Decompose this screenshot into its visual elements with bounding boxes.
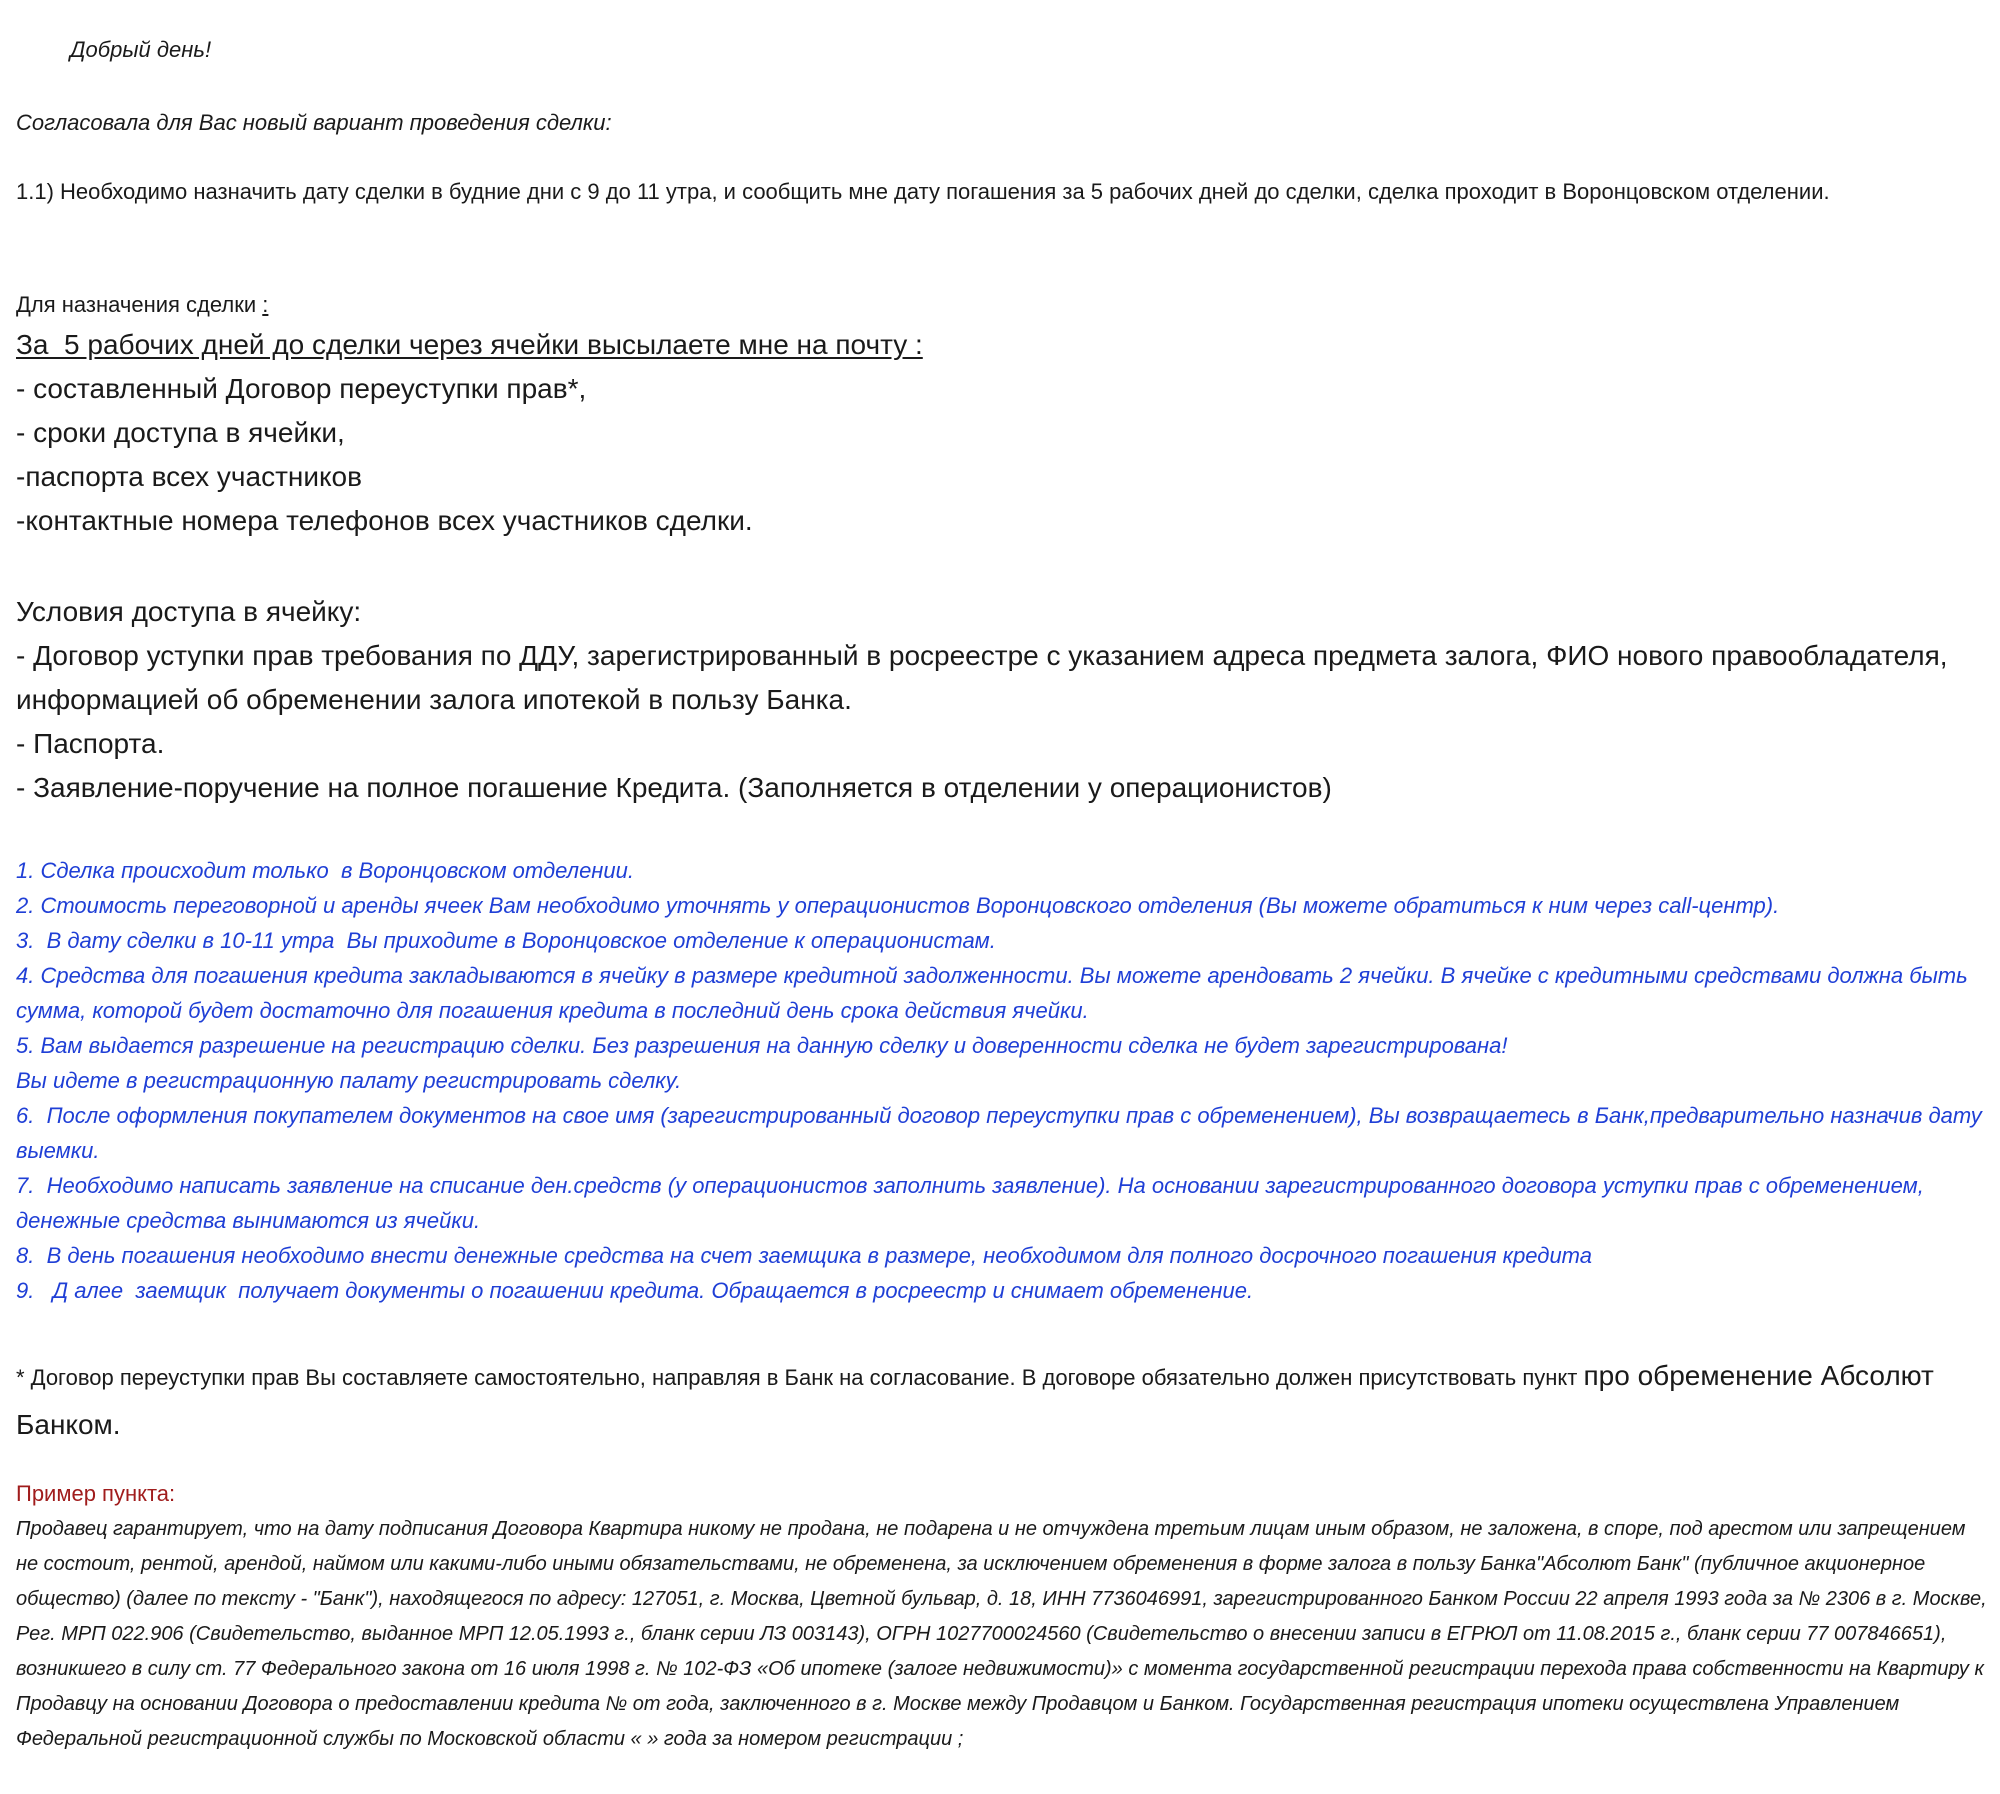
example-title: Пример пункта:: [16, 1481, 176, 1506]
step-item: 9. Д алее заемщик получает документы о погашении кредита. Обращается в росреестр и снимает обременение.: [16, 1278, 1254, 1303]
appointment-label-text: Для назначения сделки: [16, 292, 257, 317]
list-item: - Паспорта.: [16, 728, 165, 759]
list-item: - составленный Договор переуступки прав*,: [16, 373, 587, 404]
example-text: Продавец гарантирует, что на дату подписания Договора Квартира никому не продана, не подарена и не отчуждена третьим лицам иным образом, не заложена, в споре, под арестом или запрещением не состоит, рентой, арендой, наймом или какими-либо иными обязательствами, не обременена, за исключением обременения в форме залога в пользу Банка"Абсолют Банк" (публичное акционерное общество) (далее по тексту - "Банк"), находящегося по адресу: 127051, г. Москва, Цветной бульвар, д. 18, ИНН 7736046991, зарегистрированного Банком России 22 апреля 1993 года за № 2306 в г. Москве, Рег. МРП 022.906 (Свидетельство, выданное МРП 12.05.1993 г., бланк серии ЛЗ 003143), ОГРН 1027700024560 (Свидетельство о внесении записи в ЕГРЮЛ от 11.08.2015 г., бланк серии 77 007846651), возникшего в силу ст. 77 Федерального закона от 16 июля 1998 г. № 102-ФЗ «Об ипотеке (залоге недвижимости)» с момента государственной регистрации перехода права собственности на Квартиру к Продавцу на основании Договора о предоставлении кредита № от года, заключенного в г. Москве между Продавцом и Банком. Государственная регистрация ипотеки осуществлена Управлением Федеральной регистрационной службы по Московской области « » года за номером регистрации ;: [16, 1518, 1987, 1750]
step-item: 1. Сделка происходит только в Воронцовском отделении.: [16, 858, 634, 883]
appointment-label-colon: :: [262, 292, 269, 317]
intro-text: Согласовала для Вас новый вариант проведения сделки:: [16, 110, 612, 135]
step-item: 3. В дату сделки в 10-11 утра Вы приходите в Воронцовское отделение к операционистам.: [16, 928, 996, 953]
step-item: 4. Средства для погашения кредита закладываются в ячейку в размере кредитной задолженности. Вы можете арендовать 2 ячейки. В ячейке с кредитными средствами должна быть сумма, которой будет достаточно для погашения кредита в последний день срока действия ячейки.: [16, 963, 1974, 1023]
greeting: Добрый день!: [70, 37, 212, 62]
deal-steps: [16, 853, 1992, 1308]
point-1-1: 1.1) Необходимо назначить дату сделки в будние дни с 9 до 11 утра, и сообщить мне дату погашения за 5 рабочих дней до сделки, сделка проходит в Воронцовском отделении.: [16, 179, 1830, 204]
step-item: 7. Необходимо написать заявление на списание ден.средств (у операционистов заполнить заявление). На основании зарегистрированного договора уступки прав с обременением, денежные средства вынимаются из ячейки.: [16, 1173, 1930, 1233]
list-item: - Договор уступки прав требования по ДДУ, зарегистрированный в росреестре с указанием адреса предмета залога, ФИО нового правообладателя, информацией об обременении залога ипотекой в пользу Банка.: [16, 640, 1956, 715]
list-item: -паспорта всех участников: [16, 461, 363, 492]
list-item: -контактные номера телефонов всех участников сделки.: [16, 505, 753, 536]
access-conditions-title: Условия доступа в ячейку:: [16, 596, 362, 627]
step-item: 8. В день погашения необходимо внести денежные средства на счет заемщика в размере, необходимом для полного досрочного погашения кредита: [16, 1243, 1592, 1268]
list-item: - сроки доступа в ячейки,: [16, 417, 345, 448]
step-item: 2. Стоимость переговорной и аренды ячеек Вам необходимо уточнять у операционистов Воронцовского отделения (Вы можете обратиться к ним через call-центр).: [16, 893, 1780, 918]
send-documents-list: [16, 323, 1992, 543]
step-item: Вы идете в регистрационную палату регистрировать сделку.: [16, 1068, 682, 1093]
footnote-text: * Договор переуступки прав Вы составляете самостоятельно, направляя в Банк на согласование. В договоре обязательно должен присутствовать пункт: [16, 1365, 1584, 1390]
appointment-label: [16, 287, 1992, 322]
footnote: [16, 1354, 1992, 1452]
send-heading: За 5 рабочих дней до сделки через ячейки высылаете мне на почту :: [16, 329, 923, 360]
footnote-text-large: про обременение Абсолют Банком.: [16, 1360, 1934, 1440]
step-item: 6. После оформления покупателем документов на свое имя (зарегистрированный договор переуступки прав с обременением), Вы возвращаетесь в Банк,предварительно назначив дату выемки.: [16, 1103, 1988, 1163]
list-item: - Заявление-поручение на полное погашение Кредита. (Заполняется в отделении у операционистов): [16, 772, 1332, 803]
step-item: 5. Вам выдается разрешение на регистрацию сделки. Без разрешения на данную сделку и доверенности сделка не будет зарегистрирована!: [16, 1033, 1508, 1058]
access-conditions: [16, 590, 1992, 810]
